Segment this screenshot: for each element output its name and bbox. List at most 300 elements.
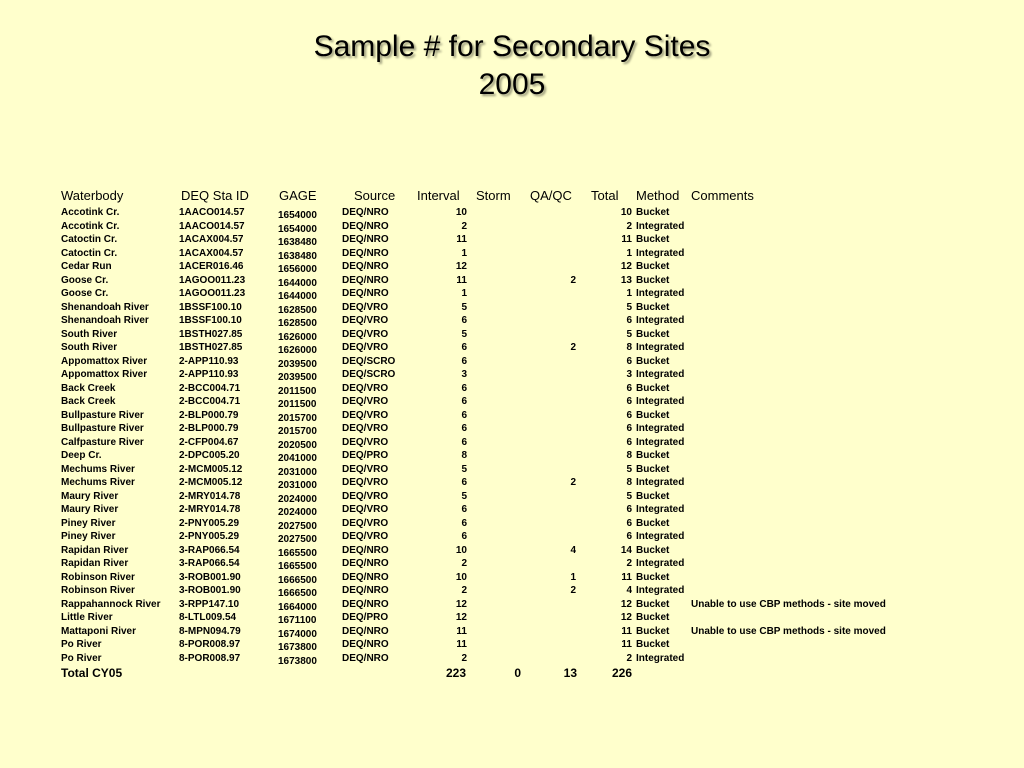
cell-gage: 2041000 — [278, 453, 317, 464]
cell-total: 8 — [626, 477, 632, 488]
totals-storm: 0 — [514, 666, 521, 680]
table-row — [0, 260, 1024, 274]
cell-interval: 6 — [461, 382, 467, 394]
table-row — [0, 449, 1024, 463]
cell-waterbody: Back Creek — [61, 396, 116, 407]
cell-interval: 6 — [461, 423, 467, 434]
header-sta-id: DEQ Sta ID — [181, 188, 249, 203]
totals-label: Total CY05 — [61, 666, 123, 680]
table-row — [0, 355, 1024, 369]
cell-waterbody: Po River — [61, 652, 102, 664]
cell-qaqc: 2 — [570, 585, 576, 596]
table-row — [0, 611, 1024, 625]
cell-source: DEQ/NRO — [342, 261, 389, 272]
cell-waterbody: Catoctin Cr. — [61, 234, 118, 245]
cell-gage: 1628500 — [278, 304, 317, 316]
cell-interval: 6 — [461, 531, 467, 542]
cell-total: 1 — [626, 247, 632, 259]
cell-sta-id: 3-RPP147.10 — [179, 598, 240, 610]
cell-method: Integrated — [636, 558, 685, 569]
cell-sta-id: 3-ROB001.90 — [179, 585, 241, 596]
cell-source: DEQ/PRO — [342, 612, 389, 623]
cell-method: Bucket — [636, 598, 670, 610]
cell-total: 6 — [626, 436, 632, 448]
cell-waterbody: Goose Cr. — [61, 274, 109, 286]
table-row — [0, 490, 1024, 504]
totals-qaqc: 13 — [563, 666, 577, 680]
cell-sta-id: 3-ROB001.90 — [179, 571, 241, 583]
cell-source: DEQ/VRO — [342, 423, 389, 434]
cell-interval: 2 — [461, 558, 467, 569]
cell-gage: 1666500 — [278, 588, 317, 599]
cell-method: Integrated — [636, 531, 685, 542]
cell-source: DEQ/VRO — [342, 531, 389, 542]
cell-total: 5 — [626, 328, 632, 340]
cell-method: Bucket — [636, 463, 670, 475]
cell-source: DEQ/NRO — [342, 639, 389, 650]
cell-gage: 1664000 — [278, 601, 317, 613]
table-row — [0, 544, 1024, 558]
cell-gage: 1673800 — [278, 642, 317, 653]
cell-total: 5 — [626, 463, 632, 475]
cell-source: DEQ/VRO — [342, 328, 389, 340]
cell-method: Integrated — [636, 247, 685, 259]
cell-total: 14 — [620, 544, 632, 556]
cell-interval: 10 — [455, 207, 467, 218]
cell-interval: 6 — [461, 315, 467, 326]
cell-qaqc: 2 — [570, 274, 576, 286]
cell-interval: 1 — [461, 288, 467, 299]
cell-sta-id: 3-RAP066.54 — [179, 544, 240, 556]
table-row — [0, 625, 1024, 639]
cell-gage: 2011500 — [278, 385, 317, 397]
cell-method: Bucket — [636, 207, 670, 218]
cell-sta-id: 2-APP110.93 — [179, 355, 239, 367]
cell-source: DEQ/NRO — [342, 207, 389, 218]
cell-waterbody: Accotink Cr. — [61, 220, 120, 232]
cell-gage: 1626000 — [278, 331, 317, 343]
cell-waterbody: Mechums River — [61, 477, 135, 488]
table-row — [0, 638, 1024, 652]
table-row — [0, 598, 1024, 612]
table-row — [0, 301, 1024, 315]
cell-source: DEQ/PRO — [342, 450, 389, 461]
cell-source: DEQ/VRO — [342, 477, 389, 488]
cell-interval: 6 — [461, 517, 467, 529]
cell-sta-id: 1AACO014.57 — [179, 207, 245, 218]
cell-waterbody: South River — [61, 342, 118, 353]
cell-gage: 1673800 — [278, 655, 317, 667]
cell-method: Bucket — [636, 450, 670, 461]
header-total: Total — [591, 188, 619, 203]
totals-interval: 223 — [445, 666, 466, 680]
cell-interval: 11 — [456, 639, 467, 650]
cell-source: DEQ/VRO — [342, 342, 389, 353]
cell-method: Integrated — [636, 369, 685, 380]
table-row — [0, 341, 1024, 355]
cell-total: 12 — [620, 598, 632, 610]
cell-total: 5 — [626, 301, 632, 313]
cell-method: Bucket — [636, 625, 670, 637]
cell-sta-id: 2-APP110.93 — [179, 369, 239, 380]
cell-waterbody: Shenandoah River — [61, 315, 149, 326]
cell-waterbody: Bullpasture River — [61, 409, 144, 421]
cell-gage: 1671100 — [278, 615, 317, 626]
cell-waterbody: Catoctin Cr. — [61, 247, 118, 259]
cell-interval: 3 — [461, 369, 467, 380]
table-row — [0, 652, 1024, 666]
cell-gage: 2015700 — [278, 426, 317, 437]
cell-waterbody: Rapidan River — [61, 544, 129, 556]
cell-interval: 2 — [461, 585, 467, 596]
table-row — [0, 517, 1024, 531]
header-storm: Storm — [476, 188, 511, 203]
cell-sta-id: 8-LTL009.54 — [179, 612, 237, 623]
cell-waterbody: Po River — [61, 639, 102, 650]
cell-sta-id: 2-BCC004.71 — [179, 396, 241, 407]
cell-source: DEQ/NRO — [342, 274, 389, 286]
totals-row — [0, 665, 1024, 681]
cell-sta-id: 1BSTH027.85 — [179, 342, 243, 353]
cell-waterbody: Robinson River — [61, 585, 135, 596]
cell-sta-id: 1AACO014.57 — [179, 220, 245, 232]
cell-gage: 2027500 — [278, 520, 317, 532]
cell-interval: 12 — [455, 598, 467, 610]
cell-sta-id: 1BSSF100.10 — [179, 315, 242, 326]
cell-sta-id: 2-MRY014.78 — [179, 490, 241, 502]
header-waterbody: Waterbody — [61, 188, 124, 203]
cell-source: DEQ/NRO — [342, 220, 389, 232]
cell-total: 1 — [626, 288, 632, 299]
header-gage: GAGE — [279, 188, 317, 203]
cell-gage: 2015700 — [278, 412, 317, 424]
page-title — [0, 28, 1024, 104]
cell-sta-id: 2-PNY005.29 — [179, 531, 240, 542]
cell-gage: 1628500 — [278, 318, 317, 329]
cell-waterbody: Accotink Cr. — [61, 207, 120, 218]
cell-waterbody: Maury River — [61, 504, 119, 515]
cell-method: Bucket — [636, 612, 670, 623]
cell-waterbody: Mattaponi River — [61, 625, 137, 637]
cell-method: Bucket — [636, 517, 670, 529]
cell-sta-id: 2-DPC005.20 — [179, 450, 240, 461]
cell-total: 6 — [626, 396, 632, 407]
cell-gage: 1666500 — [278, 574, 317, 586]
cell-total: 6 — [626, 531, 632, 542]
cell-method: Bucket — [636, 274, 670, 286]
cell-sta-id: 2-CFP004.67 — [179, 436, 239, 448]
cell-waterbody: Rapidan River — [61, 558, 129, 569]
cell-source: DEQ/NRO — [342, 234, 389, 245]
cell-total: 2 — [626, 220, 632, 232]
cell-source: DEQ/VRO — [342, 517, 389, 529]
cell-waterbody: Deep Cr. — [61, 450, 102, 461]
cell-sta-id: 2-MCM005.12 — [179, 477, 243, 488]
header-source: Source — [354, 188, 396, 203]
cell-gage: 1656000 — [278, 264, 317, 275]
table-header-row — [0, 186, 1024, 206]
table-row — [0, 436, 1024, 450]
table-row — [0, 206, 1024, 220]
cell-total: 6 — [626, 382, 632, 394]
table-row — [0, 395, 1024, 409]
cell-total: 11 — [621, 639, 632, 650]
cell-source: DEQ/NRO — [342, 558, 389, 569]
cell-method: Integrated — [636, 652, 685, 664]
title-line-2: 2005 — [478, 68, 546, 101]
cell-method: Integrated — [636, 477, 685, 488]
cell-interval: 1 — [461, 247, 467, 259]
cell-total: 11 — [621, 625, 632, 637]
cell-source: DEQ/VRO — [342, 490, 389, 502]
cell-sta-id: 1BSSF100.10 — [179, 301, 242, 313]
cell-comments: Unable to use CBP methods - site moved — [691, 625, 886, 637]
cell-source: DEQ/NRO — [342, 247, 389, 259]
cell-total: 3 — [626, 369, 632, 380]
table-row — [0, 422, 1024, 436]
totals-total: 226 — [611, 666, 632, 680]
cell-waterbody: Rappahannock River — [61, 598, 161, 610]
cell-method: Integrated — [636, 423, 685, 434]
cell-method: Integrated — [636, 315, 685, 326]
cell-method: Bucket — [636, 571, 670, 583]
table-row — [0, 409, 1024, 423]
cell-total: 6 — [626, 315, 632, 326]
table-row — [0, 557, 1024, 571]
cell-waterbody: Bullpasture River — [61, 423, 144, 434]
cell-source: DEQ/NRO — [342, 598, 389, 610]
cell-total: 10 — [620, 207, 632, 218]
cell-waterbody: Cedar Run — [61, 261, 112, 272]
cell-sta-id: 2-MRY014.78 — [179, 504, 241, 515]
cell-sta-id: 3-RAP066.54 — [179, 558, 240, 569]
table-row — [0, 314, 1024, 328]
cell-total: 11 — [621, 234, 632, 245]
header-qaqc: QA/QC — [530, 188, 572, 203]
cell-method: Bucket — [636, 328, 670, 340]
cell-method: Integrated — [636, 288, 685, 299]
cell-source: DEQ/NRO — [342, 288, 389, 299]
cell-interval: 5 — [461, 328, 467, 340]
cell-qaqc: 4 — [570, 544, 576, 556]
cell-sta-id: 2-PNY005.29 — [179, 517, 240, 529]
cell-source: DEQ/VRO — [342, 315, 389, 326]
cell-source: DEQ/VRO — [342, 301, 389, 313]
cell-gage: 2024000 — [278, 493, 317, 505]
cell-gage: 2039500 — [278, 372, 317, 383]
cell-interval: 10 — [455, 571, 467, 583]
cell-total: 6 — [626, 355, 632, 367]
cell-method: Integrated — [636, 504, 685, 515]
cell-sta-id: 2-BLP000.79 — [179, 409, 239, 421]
cell-method: Bucket — [636, 544, 670, 556]
table-row — [0, 530, 1024, 544]
cell-waterbody: Little River — [61, 612, 113, 623]
cell-gage: 2011500 — [278, 399, 317, 410]
cell-sta-id: 1AGOO011.23 — [179, 274, 246, 286]
cell-source: DEQ/VRO — [342, 382, 389, 394]
cell-gage: 1665500 — [278, 561, 317, 572]
cell-qaqc: 2 — [570, 477, 576, 488]
cell-sta-id: 2-MCM005.12 — [179, 463, 243, 475]
cell-source: DEQ/VRO — [342, 463, 389, 475]
cell-method: Integrated — [636, 396, 685, 407]
cell-method: Bucket — [636, 639, 670, 650]
cell-interval: 5 — [461, 463, 467, 475]
cell-source: DEQ/NRO — [342, 652, 389, 664]
header-comments: Comments — [691, 188, 754, 203]
cell-waterbody: Appomattox River — [61, 355, 148, 367]
cell-interval: 6 — [461, 342, 467, 353]
cell-total: 2 — [626, 652, 632, 664]
cell-waterbody: Goose Cr. — [61, 288, 109, 299]
cell-waterbody: Piney River — [61, 517, 116, 529]
table-row — [0, 247, 1024, 261]
cell-interval: 2 — [461, 220, 467, 232]
cell-source: DEQ/NRO — [342, 625, 389, 637]
cell-gage: 1654000 — [278, 223, 317, 235]
table-row — [0, 463, 1024, 477]
cell-method: Integrated — [636, 436, 685, 448]
cell-sta-id: 8-MPN094.79 — [179, 625, 241, 637]
cell-gage: 1665500 — [278, 547, 317, 559]
cell-gage: 1644000 — [278, 277, 317, 289]
cell-total: 8 — [626, 342, 632, 353]
cell-total: 4 — [626, 585, 632, 596]
cell-method: Bucket — [636, 234, 670, 245]
cell-total: 11 — [621, 571, 632, 583]
cell-gage: 2027500 — [278, 534, 317, 545]
cell-gage: 2024000 — [278, 507, 317, 518]
cell-source: DEQ/VRO — [342, 396, 389, 407]
header-interval: Interval — [417, 188, 460, 203]
cell-source: DEQ/VRO — [342, 504, 389, 515]
cell-waterbody: Robinson River — [61, 571, 135, 583]
cell-waterbody: Back Creek — [61, 382, 116, 394]
cell-sta-id: 1ACAX004.57 — [179, 247, 244, 259]
cell-interval: 8 — [461, 450, 467, 461]
cell-waterbody: Appomattox River — [61, 369, 148, 380]
cell-interval: 11 — [456, 274, 467, 286]
cell-interval: 6 — [461, 477, 467, 488]
cell-total: 13 — [620, 274, 632, 286]
table-row — [0, 584, 1024, 598]
cell-waterbody: Maury River — [61, 490, 119, 502]
cell-waterbody: Shenandoah River — [61, 301, 149, 313]
cell-interval: 5 — [461, 301, 467, 313]
cell-qaqc: 1 — [570, 571, 576, 583]
cell-sta-id: 8-POR008.97 — [179, 652, 241, 664]
cell-gage: 1638480 — [278, 237, 317, 248]
cell-total: 6 — [626, 423, 632, 434]
cell-method: Bucket — [636, 261, 670, 272]
cell-source: DEQ/VRO — [342, 409, 389, 421]
cell-method: Bucket — [636, 301, 670, 313]
cell-interval: 12 — [455, 261, 467, 272]
cell-waterbody: Piney River — [61, 531, 116, 542]
cell-waterbody: Calfpasture River — [61, 436, 144, 448]
cell-qaqc: 2 — [570, 342, 576, 353]
cell-sta-id: 1BSTH027.85 — [179, 328, 243, 340]
cell-source: DEQ/VRO — [342, 436, 389, 448]
cell-gage: 2020500 — [278, 439, 317, 451]
cell-total: 2 — [626, 558, 632, 569]
table-body — [0, 206, 1024, 665]
cell-method: Bucket — [636, 490, 670, 502]
cell-interval: 6 — [461, 409, 467, 421]
cell-waterbody: Mechums River — [61, 463, 135, 475]
cell-gage: 1654000 — [278, 210, 317, 221]
cell-total: 5 — [626, 490, 632, 502]
table-row — [0, 571, 1024, 585]
cell-method: Integrated — [636, 342, 685, 353]
table-row — [0, 233, 1024, 247]
cell-total: 6 — [626, 409, 632, 421]
cell-total: 12 — [620, 612, 632, 623]
cell-source: DEQ/NRO — [342, 571, 389, 583]
cell-sta-id: 1ACAX004.57 — [179, 234, 244, 245]
cell-sta-id: 1AGOO011.23 — [179, 288, 246, 299]
cell-source: DEQ/NRO — [342, 544, 389, 556]
cell-method: Bucket — [636, 355, 670, 367]
cell-gage: 1644000 — [278, 291, 317, 302]
cell-total: 12 — [620, 261, 632, 272]
table-row — [0, 382, 1024, 396]
sample-table — [0, 186, 1024, 681]
table-row — [0, 274, 1024, 288]
cell-interval: 6 — [461, 436, 467, 448]
cell-gage: 1638480 — [278, 250, 317, 262]
cell-waterbody: South River — [61, 328, 118, 340]
cell-interval: 10 — [455, 544, 467, 556]
cell-comments: Unable to use CBP methods - site moved — [691, 598, 886, 610]
cell-method: Integrated — [636, 220, 685, 232]
table-row — [0, 476, 1024, 490]
cell-source: DEQ/SCRO — [342, 355, 396, 367]
cell-interval: 6 — [461, 396, 467, 407]
table-row — [0, 220, 1024, 234]
cell-interval: 11 — [456, 234, 467, 245]
cell-gage: 2031000 — [278, 466, 317, 478]
cell-gage: 2039500 — [278, 358, 317, 370]
cell-gage: 2031000 — [278, 480, 317, 491]
cell-interval: 6 — [461, 504, 467, 515]
table-row — [0, 368, 1024, 382]
cell-sta-id: 2-BLP000.79 — [179, 423, 239, 434]
cell-sta-id: 8-POR008.97 — [179, 639, 241, 650]
cell-source: DEQ/SCRO — [342, 369, 396, 380]
cell-method: Bucket — [636, 382, 670, 394]
cell-total: 6 — [626, 517, 632, 529]
cell-sta-id: 2-BCC004.71 — [179, 382, 241, 394]
cell-method: Integrated — [636, 585, 685, 596]
cell-method: Bucket — [636, 409, 670, 421]
cell-interval: 12 — [455, 612, 467, 623]
cell-interval: 2 — [461, 652, 467, 664]
cell-gage: 1626000 — [278, 345, 317, 356]
title-line-1: Sample # for Secondary Sites — [313, 30, 711, 63]
table-row — [0, 503, 1024, 517]
table-row — [0, 287, 1024, 301]
cell-total: 6 — [626, 504, 632, 515]
cell-interval: 6 — [461, 355, 467, 367]
header-method: Method — [636, 188, 680, 203]
table-row — [0, 328, 1024, 342]
cell-interval: 11 — [456, 625, 467, 637]
cell-sta-id: 1ACER016.46 — [179, 261, 244, 272]
cell-gage: 1674000 — [278, 628, 317, 640]
cell-total: 8 — [626, 450, 632, 461]
